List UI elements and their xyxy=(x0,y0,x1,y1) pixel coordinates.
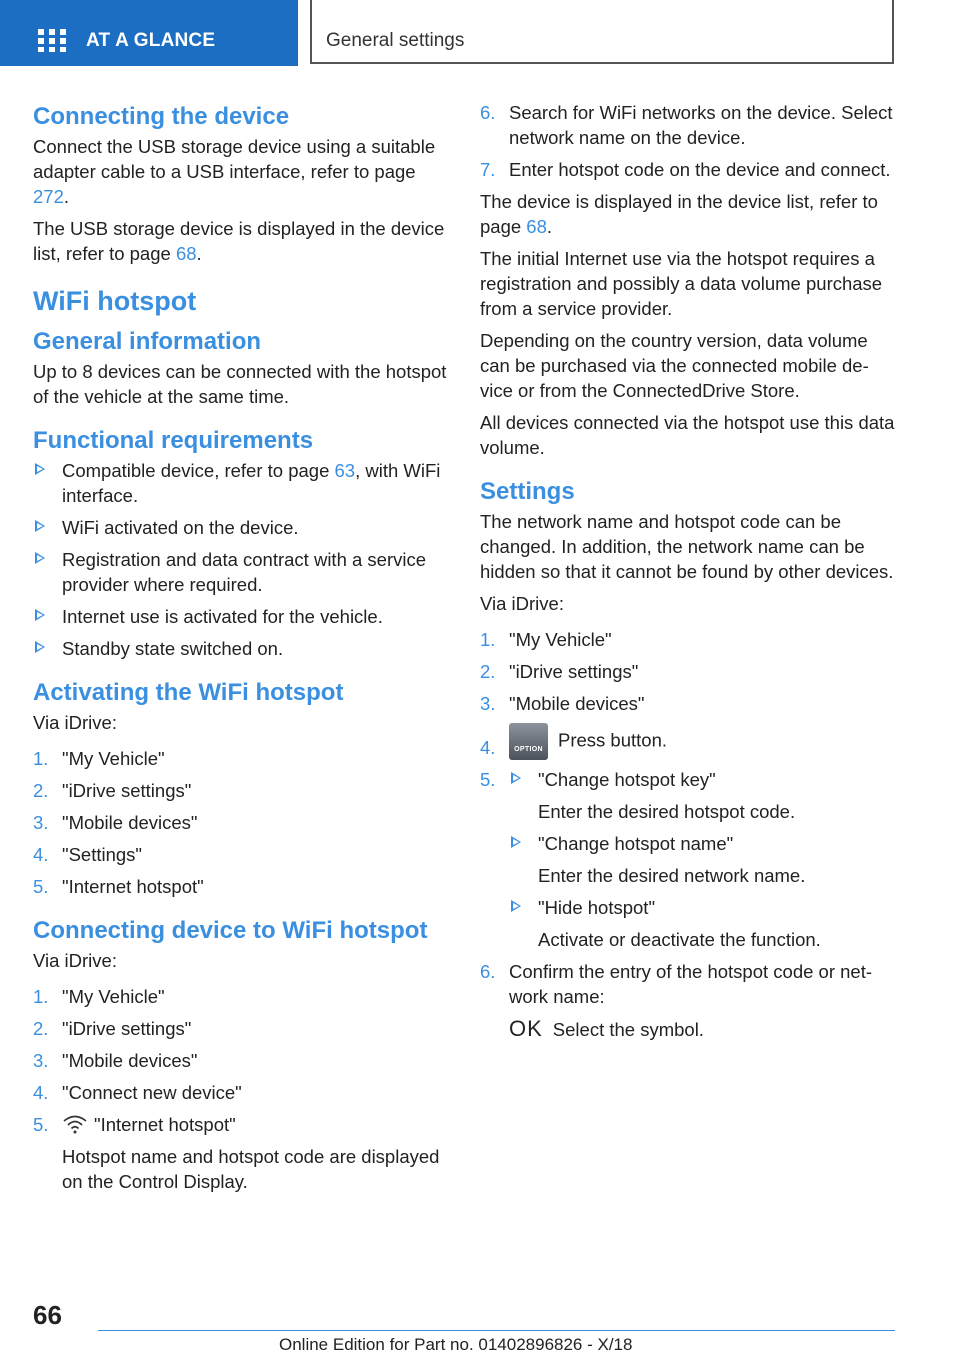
sub-list-item xyxy=(509,831,895,856)
menu-path: "Mobile devices" xyxy=(509,693,645,714)
grid-menu-icon xyxy=(38,29,66,52)
step-number: 1. xyxy=(33,748,49,769)
paragraph: Up to 8 devices can be connected with the hotspot of the vehicle at the same time. xyxy=(33,361,447,407)
text: Compatible device, refer to page xyxy=(62,460,335,481)
step-number: 3. xyxy=(480,693,496,714)
sub-detail: Enter the desired hotspot code. xyxy=(538,801,796,822)
step-number: 1. xyxy=(33,986,49,1007)
list-item xyxy=(33,458,451,508)
text: Press button. xyxy=(558,729,668,751)
triangle-bullet-icon xyxy=(35,641,45,653)
section-tab-label: AT A GLANCE xyxy=(86,30,216,51)
sub-list-item xyxy=(509,895,895,920)
text: . xyxy=(196,243,202,264)
step-number: 3. xyxy=(33,812,49,833)
step-number: 5. xyxy=(33,1114,49,1135)
menu-path: "Change hotspot name" xyxy=(538,833,734,854)
paragraph: All devices connected via the hotspot use this data volume. xyxy=(480,412,895,458)
paragraph: Via iDrive: xyxy=(480,593,564,614)
list-item xyxy=(33,636,451,661)
step-number: 4. xyxy=(480,737,496,758)
step-number: 2. xyxy=(33,1018,49,1039)
section-tab[interactable] xyxy=(0,0,298,66)
page-link[interactable]: 68 xyxy=(526,216,547,237)
paragraph: Via iDrive: xyxy=(33,712,117,733)
option-button-icon xyxy=(509,723,548,760)
step-number: 1. xyxy=(480,629,496,650)
menu-path: "Internet hotspot" xyxy=(62,876,204,897)
heading-connecting-device: Connecting the device xyxy=(33,103,290,130)
text: Standby state switched on. xyxy=(62,638,284,659)
text: The device is displayed in the device list, refer to page xyxy=(480,191,878,237)
list-item xyxy=(33,842,451,867)
step-number: 2. xyxy=(480,661,496,682)
menu-path: "Connect new device" xyxy=(62,1082,242,1103)
edition-note: Online Edition for Part no. 01402896826 - X/18 xyxy=(279,1335,633,1354)
paragraph: The network name and hotspot code can be changed. In addition, the network name can be hidden so that it cannot be found by other devices. xyxy=(480,511,894,582)
text: Search for WiFi networks on the device. Select network name on the device. xyxy=(509,102,893,148)
triangle-bullet-icon xyxy=(511,900,521,912)
triangle-bullet-icon xyxy=(35,463,45,475)
triangle-bullet-icon xyxy=(35,552,45,564)
footer-divider xyxy=(98,1330,895,1331)
page-link[interactable]: 272 xyxy=(33,186,64,207)
step-number: 2. xyxy=(33,780,49,801)
page-link[interactable]: 68 xyxy=(175,243,197,264)
list-item xyxy=(480,100,895,150)
menu-path: "Internet hotspot" xyxy=(94,1114,236,1135)
menu-path: "My Vehicle" xyxy=(62,748,165,769)
heading-wifi-hotspot: WiFi hotspot xyxy=(33,286,197,316)
step-number: 6. xyxy=(480,961,496,982)
text: , with WiFi interface. xyxy=(62,460,441,506)
heading-general-information: General information xyxy=(33,328,262,355)
step-number: 4. xyxy=(33,1082,49,1103)
sub-detail: Activate or deactivate the function. xyxy=(538,929,821,950)
chapter-title: General settings xyxy=(326,30,465,51)
ok-icon: OK xyxy=(509,1016,543,1041)
step-number: 7. xyxy=(480,159,496,180)
triangle-bullet-icon xyxy=(511,836,521,848)
list-item xyxy=(33,515,451,540)
step-number: 3. xyxy=(33,1050,49,1071)
list-item xyxy=(480,659,895,684)
menu-path: "iDrive settings" xyxy=(62,1018,192,1039)
sub-list-item xyxy=(509,767,895,792)
list-item xyxy=(33,746,451,771)
text: Confirm the entry of the hotspot code or network name: xyxy=(509,961,873,1007)
heading-activating-hotspot: Activating the WiFi hotspot xyxy=(33,679,344,706)
paragraph xyxy=(480,189,895,239)
text: . xyxy=(63,186,70,207)
list-item xyxy=(480,767,895,952)
text: Select the symbol. xyxy=(552,1019,704,1040)
page-number: 66 xyxy=(33,1300,62,1330)
list-item xyxy=(33,547,451,597)
paragraph: The initial Internet use via the hotspot requires a registration and possibly a data volume purchase from a service provider. xyxy=(480,248,883,319)
list-item xyxy=(33,1080,451,1105)
heading-functional-requirements: Functional requirements xyxy=(33,427,314,454)
menu-path: "iDrive settings" xyxy=(62,780,192,801)
list-item xyxy=(33,1048,451,1073)
step-number: 4. xyxy=(33,844,49,865)
text: Registration and data contract with a service provider where required. xyxy=(62,549,427,595)
list-item xyxy=(33,1016,451,1041)
menu-path: "Settings" xyxy=(62,844,142,865)
page-link[interactable]: 63 xyxy=(334,460,356,481)
option-label: OPTION xyxy=(514,746,543,753)
list-item xyxy=(480,627,895,652)
menu-path: "My Vehicle" xyxy=(509,629,612,650)
menu-path: "Mobile devices" xyxy=(62,1050,198,1071)
sub-detail: Enter the desired network name. xyxy=(538,865,806,886)
text: Connect the USB storage device using a suitable adapter cable to a USB interface, refer to page xyxy=(33,136,436,182)
menu-path: "Mobile devices" xyxy=(62,812,198,833)
heading-settings: Settings xyxy=(480,478,575,505)
list-item xyxy=(33,1112,451,1137)
list-item xyxy=(480,691,895,716)
menu-path: "My Vehicle" xyxy=(62,986,165,1007)
heading-connecting-wifi: Connecting device to WiFi hotspot xyxy=(33,917,428,944)
chapter-header xyxy=(310,0,894,64)
step-number: 5. xyxy=(33,876,49,897)
text: . xyxy=(546,216,553,237)
list-item xyxy=(33,810,451,835)
menu-path: "Change hotspot key" xyxy=(538,769,716,790)
paragraph: Via iDrive: xyxy=(33,950,117,971)
list-item xyxy=(33,984,451,1009)
left-column xyxy=(33,100,451,1201)
list-item xyxy=(480,157,895,182)
menu-path: "iDrive settings" xyxy=(509,661,639,682)
wifi-icon xyxy=(62,1114,88,1134)
triangle-bullet-icon xyxy=(35,609,45,621)
text: Internet use is activated for the vehicle. xyxy=(62,606,383,627)
triangle-bullet-icon xyxy=(35,520,45,532)
step-number: 6. xyxy=(480,102,496,123)
text: Enter hotspot code on the device and connect. xyxy=(509,159,891,180)
step-detail: Hotspot name and hotspot code are displayed on the Control Display. xyxy=(62,1146,440,1192)
triangle-bullet-icon xyxy=(511,772,521,784)
text: WiFi activated on the device. xyxy=(62,517,299,538)
paragraph: Depending on the country version, data volume can be purchased via the connected mobile device or from the ConnectedDrive Store. xyxy=(480,330,869,401)
list-item xyxy=(33,874,451,899)
menu-path: "Hide hotspot" xyxy=(538,897,656,918)
list-item xyxy=(480,723,895,760)
paragraph xyxy=(33,134,451,209)
list-item xyxy=(480,959,895,1009)
step-detail xyxy=(480,1016,895,1042)
step-number: 5. xyxy=(480,769,496,790)
text: The USB storage device is displayed in the device list, refer to page xyxy=(33,218,445,264)
list-item xyxy=(33,778,451,803)
right-column xyxy=(480,100,895,1049)
list-item xyxy=(33,604,451,629)
paragraph xyxy=(33,216,451,266)
